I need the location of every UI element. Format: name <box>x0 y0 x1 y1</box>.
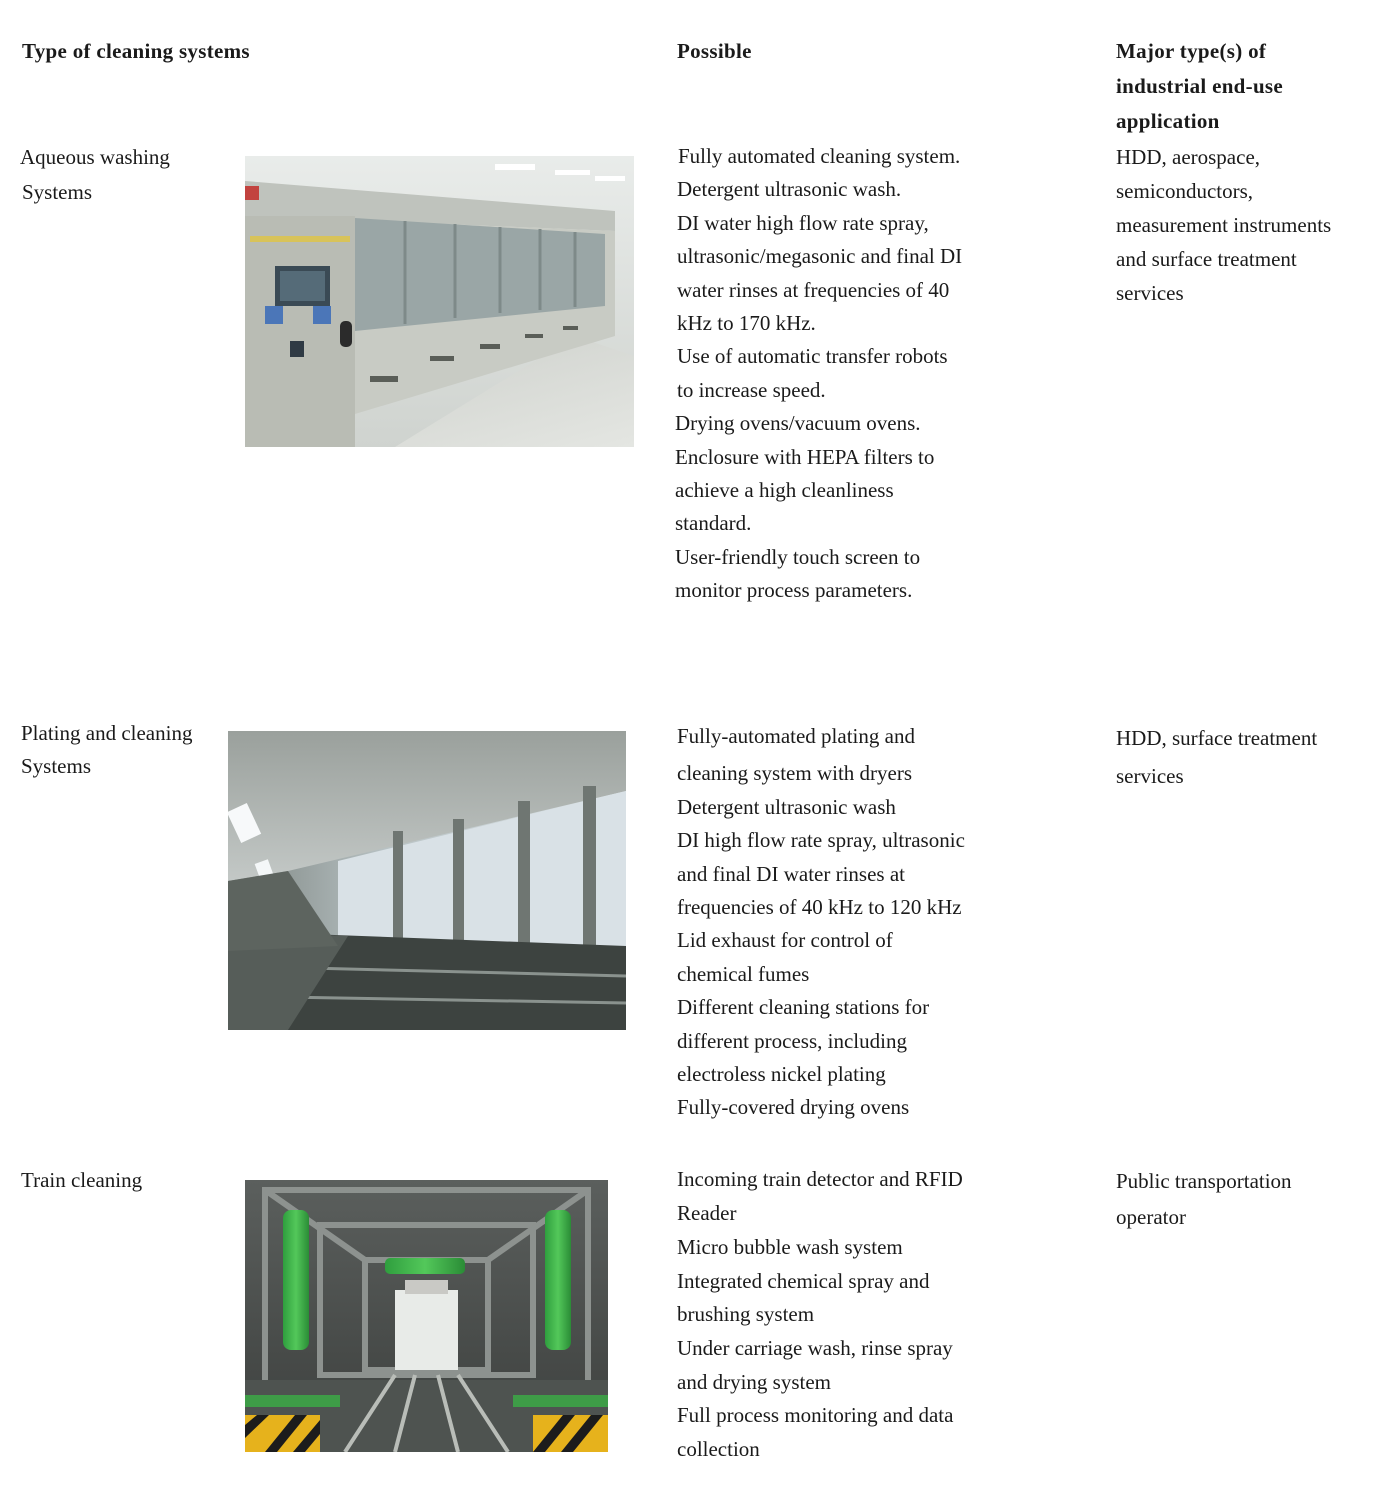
feature-item: monitor process parameters. <box>675 578 913 603</box>
feature-item: cleaning system with dryers <box>677 761 913 786</box>
header-possible: Possible <box>677 39 752 63</box>
feature-item: Fully automated cleaning system. <box>678 144 961 168</box>
system-name-line: Plating and cleaning <box>21 721 193 745</box>
plating-and-cleaning-system-photo <box>228 731 626 1030</box>
feature-item: Integrated chemical spray and <box>677 1268 930 1293</box>
feature-item: electroless nickel plating <box>677 1062 886 1087</box>
feature-item: frequencies of 40 kHz to 120 kHz <box>677 895 962 920</box>
feature-item: chemical fumes <box>677 961 810 986</box>
feature-item: Lid exhaust for control of <box>677 928 893 953</box>
feature-item: DI water high flow rate spray, <box>677 210 929 235</box>
train-cleaning-applications <box>1116 1163 1386 1235</box>
feature-item: kHz to 170 kHz. <box>677 311 816 336</box>
feature-item: collection <box>677 1436 760 1461</box>
feature-item: Detergent ultrasonic wash. <box>677 177 902 202</box>
feature-item: to increase speed. <box>677 377 826 402</box>
feature-item: Micro bubble wash system <box>677 1235 903 1260</box>
feature-item: brushing system <box>677 1302 815 1327</box>
feature-item: achieve a high cleanliness <box>675 478 894 503</box>
header-major-line: industrial end-use <box>1116 74 1284 98</box>
application-line: services <box>1116 281 1184 305</box>
feature-item: Different cleaning stations for <box>677 995 930 1020</box>
train-cleaning-system-photo <box>245 1180 608 1452</box>
system-name-line: Train cleaning <box>21 1168 143 1192</box>
feature-item: Incoming train detector and RFID <box>677 1167 963 1191</box>
feature-item: Detergent ultrasonic wash <box>677 794 896 819</box>
feature-item: Reader <box>677 1200 737 1225</box>
feature-item: User-friendly touch screen to <box>675 544 921 569</box>
feature-item: Use of automatic transfer robots <box>677 344 948 369</box>
application-line: and surface treatment <box>1116 247 1297 271</box>
feature-item: Enclosure with HEPA filters to <box>675 444 935 469</box>
feature-item: different process, including <box>677 1028 907 1053</box>
feature-item: and drying system <box>677 1369 831 1394</box>
feature-item: Fully-covered drying ovens <box>677 1095 910 1120</box>
plating-and-cleaning-features <box>677 720 1077 1125</box>
header-major-line: application <box>1116 109 1220 133</box>
feature-item: Drying ovens/vacuum ovens. <box>675 411 921 436</box>
plating-and-cleaning-applications <box>1116 719 1386 795</box>
application-line: HDD, aerospace, <box>1116 145 1261 169</box>
train-cleaning-features <box>677 1163 1077 1466</box>
application-line: operator <box>1116 1205 1186 1229</box>
feature-item: Fully-automated plating and <box>677 724 915 748</box>
aqueous-washing-features <box>675 140 1075 608</box>
application-line: measurement instruments <box>1116 213 1332 237</box>
system-name-plating-and-cleaning <box>21 716 192 784</box>
header-major-application <box>1116 34 1386 139</box>
feature-item: standard. <box>675 511 752 536</box>
feature-item: DI high flow rate spray, ultrasonic <box>677 828 965 853</box>
feature-item: ultrasonic/megasonic and final DI <box>677 244 963 269</box>
system-name-line: Systems <box>22 180 93 204</box>
application-line: services <box>1116 764 1184 788</box>
application-line: semiconductors, <box>1116 179 1254 203</box>
aqueous-washing-system-photo <box>245 156 634 447</box>
application-line: Public transportation <box>1116 1169 1292 1193</box>
aqueous-washing-applications <box>1116 140 1386 310</box>
feature-item: water rinses at frequencies of 40 <box>677 277 950 302</box>
system-name-line: Systems <box>21 754 92 778</box>
header-type-of-cleaning-systems: Type of cleaning systems <box>22 39 250 63</box>
feature-item: Under carriage wash, rinse spray <box>677 1335 953 1360</box>
feature-item: and final DI water rinses at <box>677 861 905 886</box>
system-name-train-cleaning <box>21 1163 142 1198</box>
header-major-line: Major type(s) of <box>1116 39 1267 63</box>
feature-item: Full process monitoring and data <box>677 1403 954 1428</box>
system-name-aqueous-washing <box>20 140 170 210</box>
system-name-line: Aqueous washing <box>20 145 170 169</box>
application-line: HDD, surface treatment <box>1116 726 1318 750</box>
